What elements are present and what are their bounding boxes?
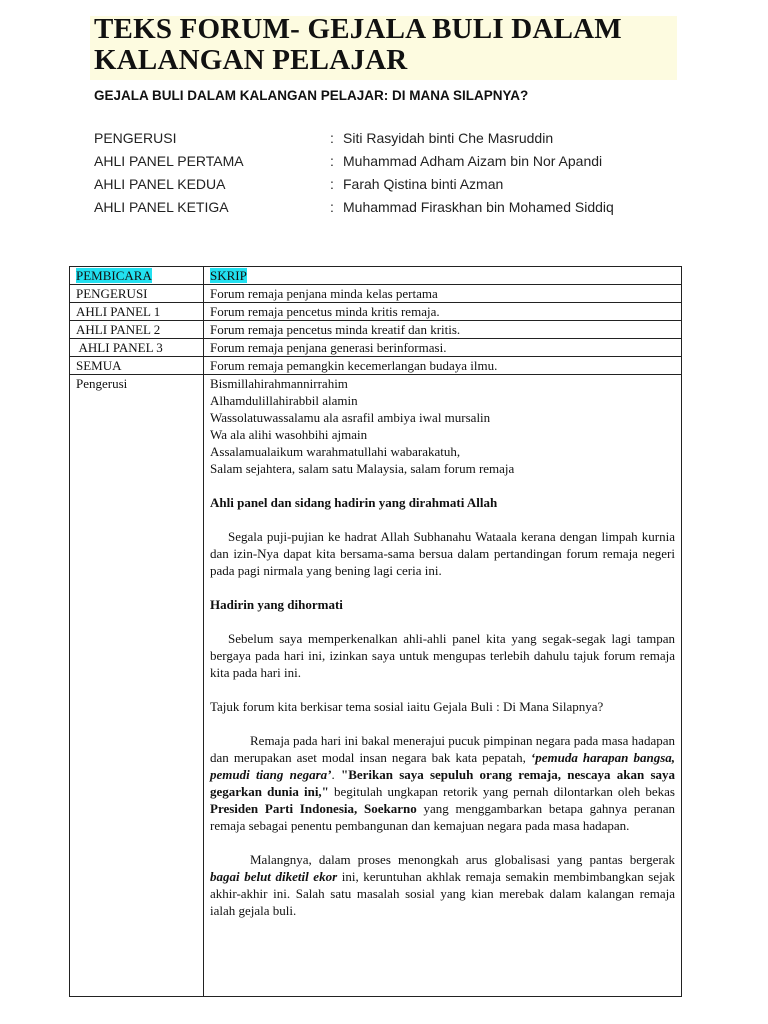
table-row-speech	[70, 375, 682, 997]
greeting-line: Wa ala alihi wasohbihi ajmain	[210, 427, 368, 442]
panel-member-list	[94, 130, 694, 222]
greeting-line: Salam sejahtera, salam satu Malaysia, salam forum remaja	[210, 461, 515, 476]
speech-paragraph-globalisation	[210, 851, 675, 919]
panel-colon: :	[330, 153, 334, 169]
speech-heading: Ahli panel dan sidang hadirin yang dirahmati Allah	[210, 495, 498, 510]
table-row	[70, 339, 682, 357]
header-script-cell	[204, 267, 682, 285]
panel-role: AHLI PANEL KETIGA	[94, 199, 229, 215]
speech-paragraph: Sebelum saya memperkenalkan ahli-ahli panel kita yang segak-segak lagi tampan bergaya pada hari ini, izinkan saya untuk mengupas terlebih dahulu tajuk forum remaja kita pada hari ini.	[210, 631, 675, 680]
panel-name: Muhammad Adham Aizam bin Nor Apandi	[343, 153, 603, 169]
panel-colon: :	[330, 130, 334, 146]
panel-member-row	[94, 176, 694, 199]
speaker-cell: AHLI PANEL 3	[70, 339, 204, 357]
table-header-row	[70, 267, 682, 285]
panel-role: AHLI PANEL PERTAMA	[94, 153, 244, 169]
table-row	[70, 285, 682, 303]
panel-role: PENGERUSI	[94, 130, 177, 146]
panel-name: Farah Qistina binti Azman	[343, 176, 504, 192]
script-cell: Forum remaja penjana generasi berinformasi.	[204, 339, 682, 357]
table-row	[70, 303, 682, 321]
speaker-cell: SEMUA	[70, 357, 204, 375]
speech-paragraph: Tajuk forum kita berkisar tema sosial iaitu Gejala Buli : Di Mana Silapnya?	[210, 699, 604, 714]
person-title: Presiden Parti Indonesia, Soekarno	[210, 801, 417, 816]
panel-role: AHLI PANEL KEDUA	[94, 176, 226, 192]
header-speaker-cell	[70, 267, 204, 285]
panel-member-row	[94, 130, 694, 153]
speech-heading: Hadirin yang dihormati	[210, 597, 343, 612]
greeting-line: Alhamdulillahirabbil alamin	[210, 393, 358, 408]
panel-name: Muhammad Firaskhan bin Mohamed Siddiq	[343, 199, 614, 215]
greeting-line: Assalamualaikum warahmatullahi wabarakatuh,	[210, 444, 461, 459]
panel-colon: :	[330, 176, 334, 192]
text-run: Remaja pada hari ini bakal menerajui pucuk pimpinan negara pada masa hadapan dan merupakan aset modal insan negara bak kata pepatah,	[210, 733, 675, 765]
header-speaker: PEMBICARA	[76, 268, 152, 283]
greeting-line: Bismillahirahmannirrahim	[210, 376, 348, 391]
script-cell: Forum remaja pencetus minda kreatif dan kritis.	[204, 321, 682, 339]
document-title: TEKS FORUM- GEJALA BULI DALAM KALANGAN PELAJAR	[94, 13, 622, 76]
script-cell: Forum remaja penjana minda kelas pertama	[204, 285, 682, 303]
speech-paragraph: Segala puji-pujian ke hadrat Allah Subhanahu Wataala kerana dengan limpah kurnia dan izin-Nya dapat kita bersama-sama bersua dalam pertandingan forum remaja negeri pada pagi nirmala yang bening lagi ceria ini.	[210, 529, 675, 578]
greeting-line: Wassolatuwassalamu ala asrafil ambiya iwal mursalin	[210, 410, 491, 425]
text-run: ini, keruntuhan akhlak remaja semakin membimbangkan sejak akhir-akhir ini. Salah satu masalah sosial yang kian merebak dalam kalangan remaja ialah gejala buli.	[210, 869, 675, 918]
text-run: Malangnya, dalam proses menongkah arus globalisasi yang pantas bergerak	[250, 852, 675, 867]
text-run: begitulah ungkapan retorik yang pernah dilontarkan oleh bekas	[328, 784, 675, 799]
script-cell: Forum remaja pencetus minda kritis remaja.	[204, 303, 682, 321]
speech-paragraph-youth	[210, 732, 675, 834]
script-cell: Forum remaja pemangkin kecemerlangan budaya ilmu.	[204, 357, 682, 375]
table-row	[70, 321, 682, 339]
panel-member-row	[94, 199, 694, 222]
speech-cell	[204, 375, 682, 997]
forum-script-table	[69, 266, 682, 997]
proverb-text: ‘pemuda harapan bangsa, pemudi tiang negara’	[210, 750, 675, 782]
speaker-cell: PENGERUSI	[70, 285, 204, 303]
panel-name: Siti Rasyidah binti Che Masruddin	[343, 130, 554, 146]
speaker-cell: Pengerusi	[70, 375, 204, 997]
panel-colon: :	[330, 199, 334, 215]
header-script: SKRIP	[210, 268, 247, 283]
idiom-text: bagai belut diketil ekor	[210, 869, 338, 884]
text-run: yang menggambarkan betapa gahnya peranan remaja sebagai penentu pembangunan dan kemajuan negara pada masa hadapan.	[210, 801, 675, 833]
panel-member-row	[94, 153, 694, 176]
speaker-cell: AHLI PANEL 1	[70, 303, 204, 321]
quote-text: "Berikan saya sepuluh orang remaja, nescaya akan saya gegarkan dunia ini,"	[210, 767, 675, 799]
forum-subtitle: GEJALA BULI DALAM KALANGAN PELAJAR: DI MANA SILAPNYA?	[94, 88, 529, 103]
speaker-cell: AHLI PANEL 2	[70, 321, 204, 339]
table-row	[70, 357, 682, 375]
text-run: .	[331, 767, 341, 782]
